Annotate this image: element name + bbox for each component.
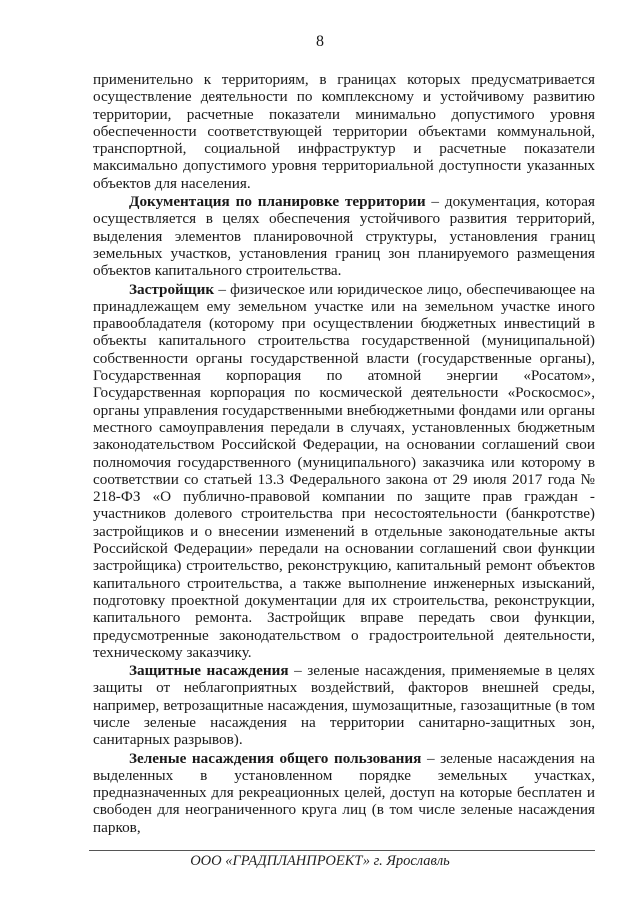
paragraph-text: – физическое или юридическое лицо, обеспечивающее на принадлежащем ему земельном участке или на земельном участке иного правообладателя (которому при осуществлении бюджетных инвестиций в объекты капитального строительства государственной (муниципальной) собственности органы государственной власти (государственные органы), Государственная корпорация по атомной энергии «Росатом», Государственная корпорация по космической деятельности «Роскосмос», органы управления государственными внебюджетными фондами или органы местного самоуправления передали в случаях, установленных бюджетным законодательством Российской Федерации, на основании соглашений свои полномочия государственного (муниципального) заказчика или которому в соответствии со статьей 13.3 Федерального закона от 29 июля 2017 года № 218-ФЗ «О публично-правовой компании по защите прав граждан - участников долевого строительства при несостоятельности (банкротстве) застройщиков и о внесении изменений в отдельные законодательные акты Российской Федерации» передали на основании соглашений свои функции застройщика) строительство, реконструкцию, капитальный ремонт объектов капитального строительства, а также выполнение инженерных изысканий, подготовку проектной документации для их строительства, реконструкции, капитального ремонта. Застройщик вправе передать свои функции, предусмотренные законодательством о градостроительной деятельности, техническому заказчику.	[93, 280, 595, 661]
paragraph-text: – зеленые насаждения, применяемые в целях защиты от неблагоприятных воздействий, факторов внешней среды, например, ветрозащитные насаждения, шумозащитные, газозащитные (в том числе зеленые насаждения на территории санитарно-защитных зон, санитарных разрывов).	[93, 662, 595, 749]
footer-divider	[89, 850, 595, 851]
page-number: 8	[316, 33, 324, 50]
paragraph-planning-documentation	[93, 193, 595, 279]
footer-company: ООО «ГРАДПЛАНПРОЕКТ» г. Ярославль	[190, 853, 450, 869]
paragraph-protective-plantings	[93, 662, 595, 748]
paragraph-public-green-spaces	[93, 750, 595, 836]
term-planning-documentation: Документация по планировке территории	[129, 193, 426, 211]
paragraph-text: применительно к территориям, в границах которых предусматривается осуществление деятельности по комплексному и устойчивому развитию территории, расчетные показатели минимально допустимого уровня обеспеченности соответствующей территории объектами коммунальной, транспортной, социальной инфраструктур и расчетные показатели максимально допустимого уровня территориальной доступности указанных объектов для населения.	[93, 71, 595, 192]
term-protective-plantings: Защитные насаждения	[129, 662, 289, 680]
term-public-green-spaces: Зеленые насаждения общего пользования	[129, 749, 422, 767]
term-developer: Застройщик	[129, 280, 215, 298]
paragraph-text: – зеленые насаждения на выделенных в установленном порядке земельных участках, предназначенных для рекреационных целей, доступ на которые бесплатен и свободен для неограниченного круга лиц (в том числе зеленые насаждения парков,	[93, 749, 595, 836]
paragraph-continuation	[93, 71, 595, 192]
document-body	[93, 71, 595, 836]
paragraph-text: – документация, которая осуществляется в целях обеспечения устойчивого развития территорий, выделения элементов планировочной структуры, установления границ земельных участков, установления границ зон планируемого размещения объектов капитального строительства.	[93, 193, 595, 280]
paragraph-developer	[93, 281, 595, 662]
